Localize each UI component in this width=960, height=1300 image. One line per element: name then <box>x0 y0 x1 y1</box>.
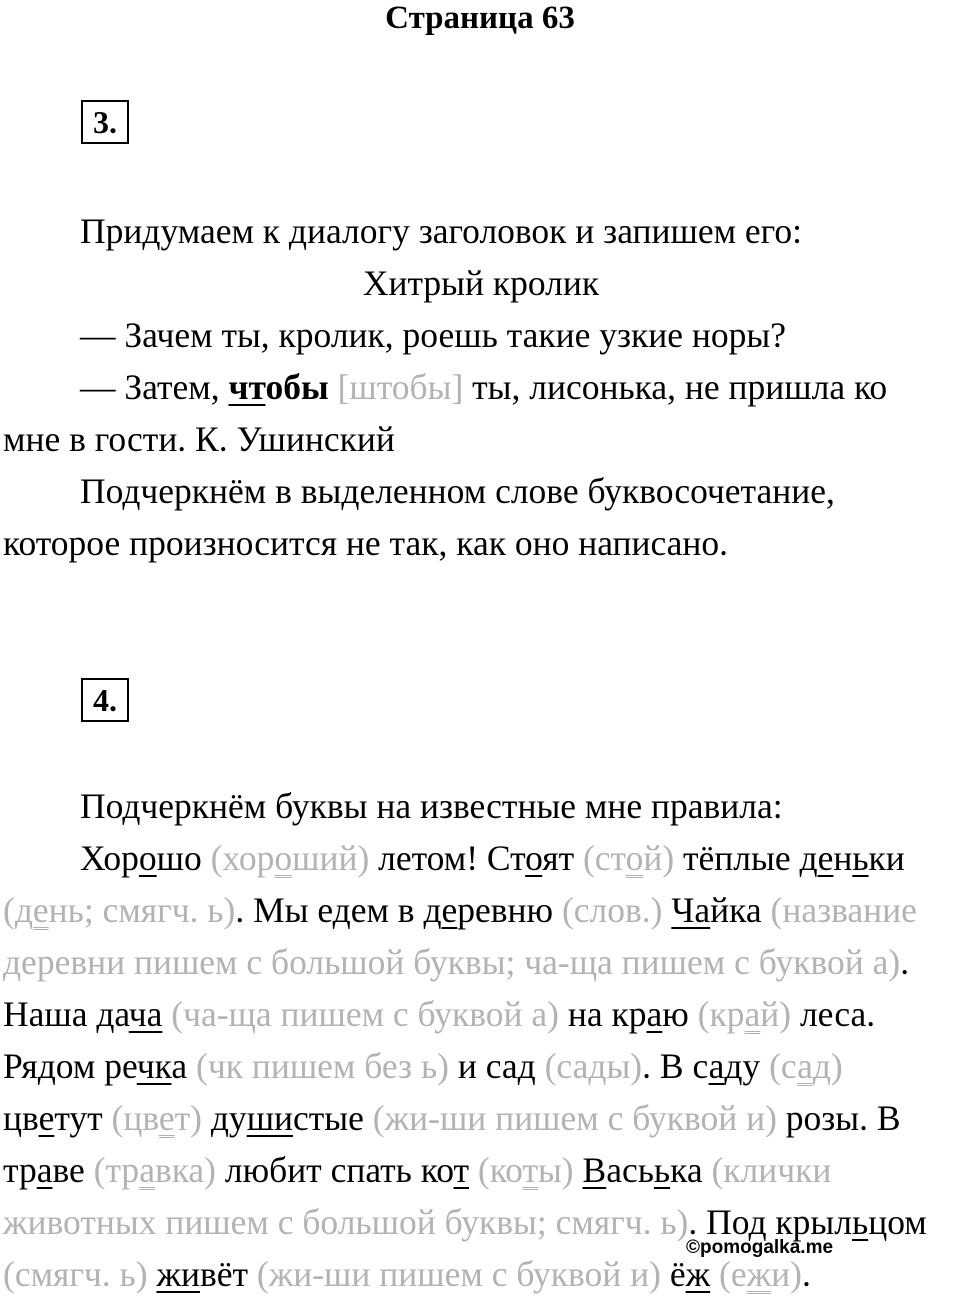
task-4-line-5: Рядом речка (чк пишем без ь) и сад (сады). В саду (сад) <box>3 1046 843 1086</box>
dialogue-line-3: мне в гости. К. Ушинский <box>3 419 395 459</box>
task-4-line-6: цветут (цвет) душистые (жи-ши пишем с буквой и) розы. В <box>3 1098 901 1138</box>
dialogue-line-1: — Зачем ты, кролик, роешь такие узкие норы? <box>80 315 786 355</box>
task-4-line-8: животных пишем с большой буквы; смягч. ь). Под крыльцом <box>3 1202 927 1242</box>
page-title: Страница 63 <box>385 0 575 36</box>
task-4-line-1: Хорошо (хороший) летом! Стоят (стой) тёплые деньки <box>80 838 905 878</box>
task-4-line-9: (смягч. ь) живёт (жи-ши пишем с буквой и) ёж (ежи). <box>3 1254 811 1294</box>
highlighted-word: чтобы <box>228 367 329 407</box>
underlined-letters: чт <box>228 367 266 407</box>
task-4-line-3: деревни пишем с большой буквы; ча-ща пишем с буквой а). <box>3 942 910 982</box>
task-4-line-4: Наша дача (ча-ща пишем с буквой а) на краю (край) леса. <box>3 994 876 1034</box>
task-4-line-2: (день; смягч. ь). Мы едем в деревню (слов.) Чайка (название <box>3 890 917 930</box>
dialogue-line-2: — Затем, чтобы [штобы] ты, лисонька, не пришла ко <box>80 367 888 407</box>
task-3-intro: Придумаем к диалогу заголовок и запишем его: <box>80 211 802 251</box>
task-4-intro: Подчеркнём буквы на известные мне правила: <box>80 786 783 826</box>
task-3-heading: Хитрый кролик <box>362 263 600 303</box>
task-3-instruction-2: которое произносится не так, как оно написано. <box>3 523 729 563</box>
task-3-number: 3. <box>81 100 129 144</box>
task-4-text <box>3 780 959 1300</box>
task-4-line-7: траве (травка) любит спать кот (коты) Васьька (клички <box>3 1150 832 1190</box>
pronunciation-hint: [штобы] <box>337 367 464 407</box>
task-3-text <box>3 205 959 569</box>
task-3-instruction-1: Подчеркнём в выделенном слове буквосочетание, <box>80 471 835 511</box>
task-4-number: 4. <box>81 678 129 722</box>
watermark: ©pomogalka.me <box>686 1237 834 1258</box>
